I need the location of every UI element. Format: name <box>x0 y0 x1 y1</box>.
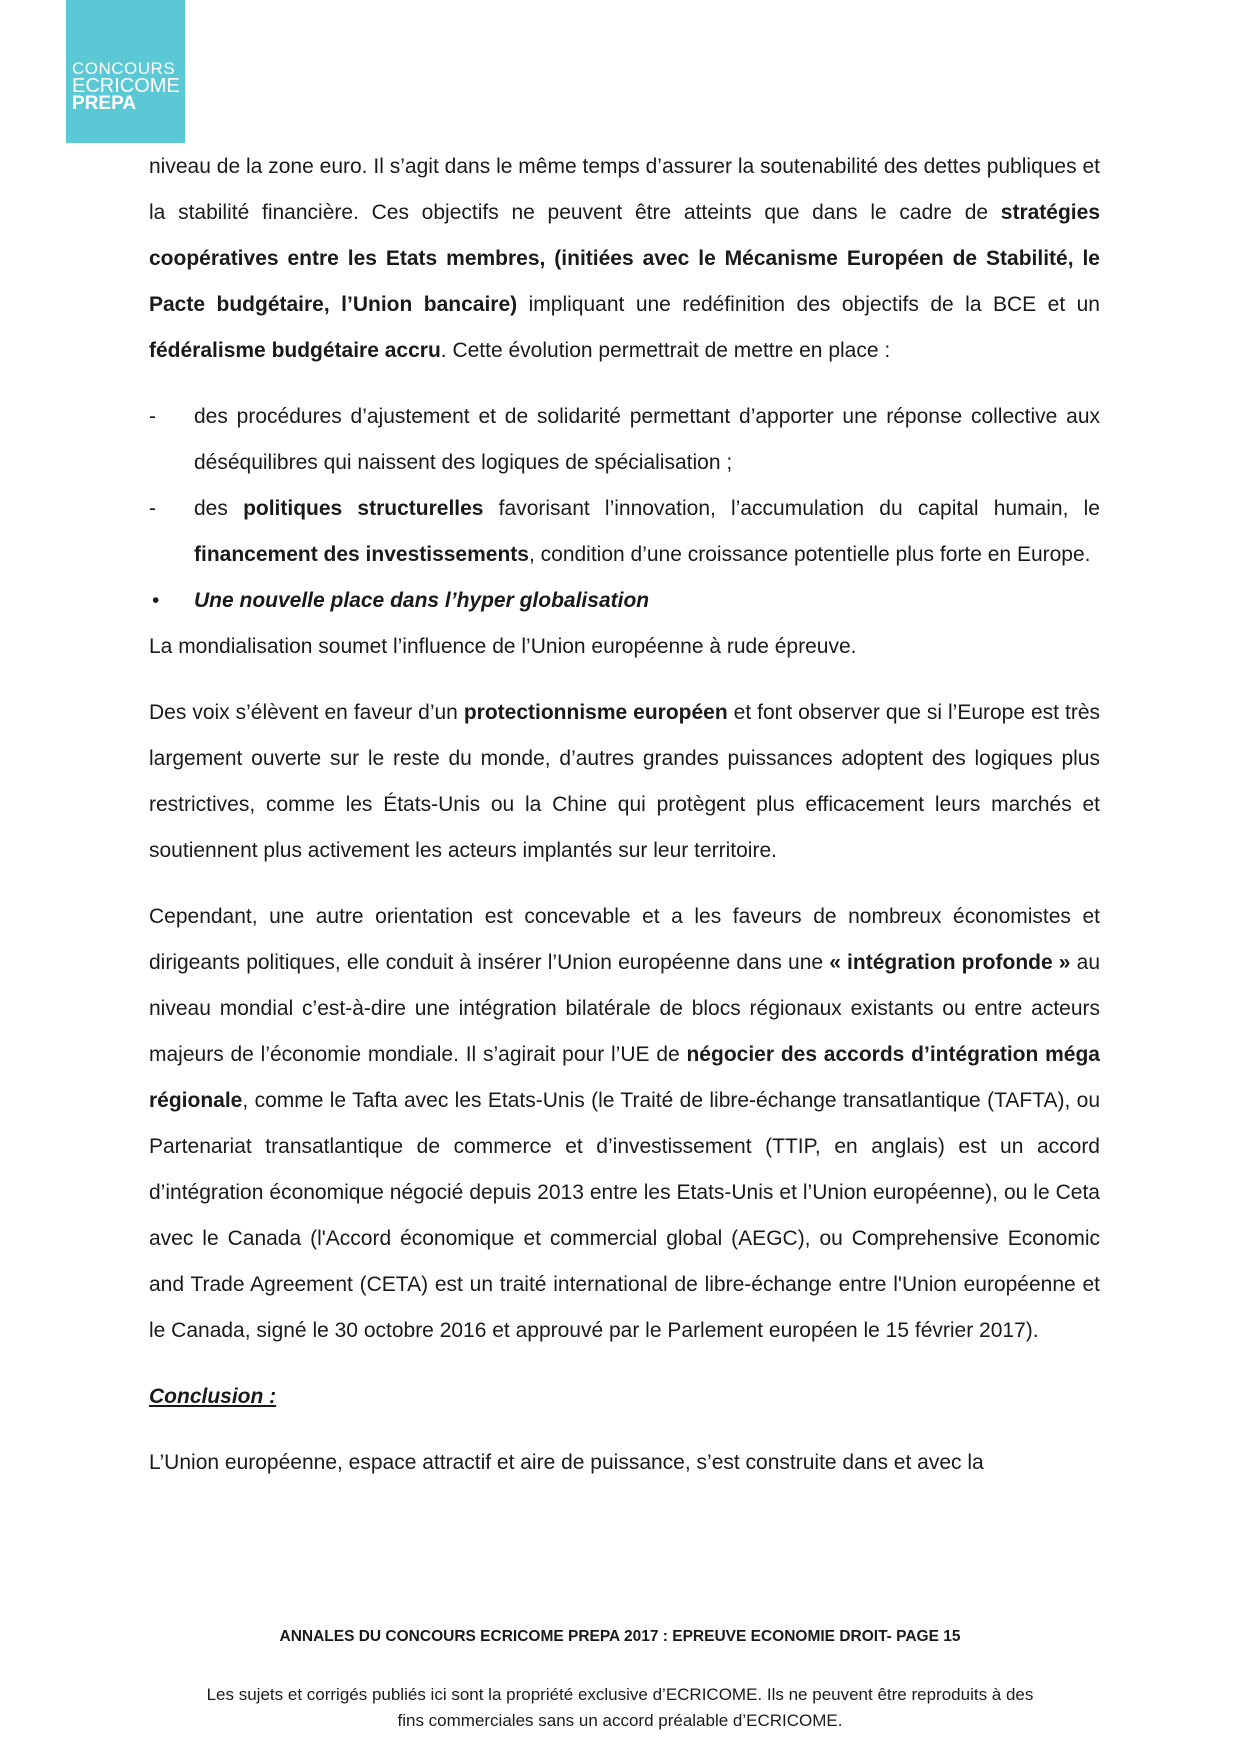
paragraph-protectionnisme <box>149 690 1100 874</box>
paragraph-integration <box>149 894 1100 1354</box>
paragraph-strategies <box>149 144 1100 374</box>
list-item-text <box>194 405 1100 474</box>
text-run: des procédures d’ajustement et de solidarité permettant d’apporter une réponse collective aux déséquilibres qui naissent des logiques de spécialisation ; <box>194 405 1100 474</box>
bold-text: fédéralisme budgétaire accru <box>149 339 441 362</box>
list-dash: - <box>149 497 156 520</box>
bold-text: politiques structurelles <box>243 497 484 520</box>
paragraph-conclusion <box>149 1440 1100 1486</box>
text-run: , condition d’une croissance potentielle plus forte en Europe. <box>528 543 1091 566</box>
list-dash: - <box>149 405 156 428</box>
section-heading-globalisation <box>149 578 1100 624</box>
measures-list <box>149 394 1100 578</box>
text-run: au niveau mondial c’est-à-dire une intégration bilatérale de blocs régionaux existants ou entre acteurs majeurs de l’économie mondiale. Il s’agirait pour l’UE de <box>149 951 1101 1066</box>
text-run: , comme le Tafta avec les Etats-Unis (le Traité de libre-échange transatlantique (TAFTA), ou Partenariat transatlantique de commerce et d’investissement (TTIP, en anglais) est un accord d’intégration économique négocié depuis 2013 entre les Etats-Unis et l’Union européenne), ou le Ceta avec le Canada (l'Accord économique et commercial global (AEGC), ou Comprehensive Economic and Trade Agreement (CETA) est un traité international de libre-échange entre l'Union européenne et le Canada, signé le 30 octobre 2016 et approuvé par le Parlement européen le 15 février 2017). <box>149 1089 1100 1342</box>
paragraph-mondialisation <box>149 624 1100 670</box>
text-run: L’Union européenne, espace attractif et aire de puissance, s’est construite dans et avec la <box>149 1451 984 1474</box>
section-heading-text: Une nouvelle place dans l’hyper globalisation <box>194 589 650 612</box>
text-run: La mondialisation soumet l’influence de l’Union européenne à rude épreuve. <box>149 635 857 658</box>
running-footer-title: ANNALES DU CONCOURS ECRICOME PREPA 2017 : EPREUVE ECONOMIE DROIT- PAGE 15 <box>279 1628 961 1645</box>
text-run: et font observer que si l’Europe est très largement ouverte sur le reste du monde, d’autres grandes puissances adoptent des logiques plus restrictives, comme les États-Unis ou la Chine qui protègent plus efficacement leurs marchés et soutiennent plus activement les acteurs implantés sur leur territoire. <box>149 701 1100 862</box>
bold-text: protectionnisme européen <box>463 701 728 724</box>
bold-text: stratégies coopératives entre les Etats membres, (initiées avec le Mécanisme Européen de Stabilité, le Pacte budgétaire, l’Union bancaire) <box>149 201 1100 316</box>
logo-line-ecricome: ECRICOME <box>72 75 180 97</box>
bullet-dot: • <box>152 589 160 612</box>
logo-line-concours: CONCOURS <box>72 59 176 78</box>
document-body <box>149 144 1100 1486</box>
list-item <box>149 394 1100 486</box>
text-run: Des voix s’élèvent en faveur d’un <box>149 701 464 724</box>
list-item <box>149 486 1100 578</box>
bold-text: « intégration profonde » <box>829 951 1071 974</box>
text-run: impliquant une redéfinition des objectifs de la BCE et un <box>517 293 1100 316</box>
conclusion-heading: Conclusion : <box>149 1385 277 1408</box>
text-run: Cependant, une autre orientation est concevable et a les faveurs de nombreux économistes et dirigeants politiques, elle conduit à insérer l’Union européenne dans une <box>149 905 1100 974</box>
list-item-text <box>194 497 1100 566</box>
text-run: niveau de la zone euro. Il s’agit dans le même temps d’assurer la soutenabilité des dettes publiques et la stabilité financière. Ces objectifs ne peuvent être atteints que dans le cadre de <box>149 155 1100 224</box>
copyright-notice <box>0 1682 1240 1734</box>
text-run: . Cette évolution permettrait de mettre en place : <box>440 339 891 362</box>
copyright-line: fins commerciales sans un accord préalable d’ECRICOME. <box>397 1711 843 1730</box>
bold-text: négocier des accords d’intégration méga régionale <box>149 1043 1100 1112</box>
copyright-line: Les sujets et corrigés publiés ici sont la propriété exclusive d’ECRICOME. Ils ne peuvent être reproduits à des <box>206 1685 1034 1704</box>
logo-line-prepa: PREPA <box>72 93 137 114</box>
bold-text: financement des investissements <box>194 543 529 566</box>
text-run: des <box>194 497 244 520</box>
text-run: favorisant l’innovation, l’accumulation du capital humain, le <box>483 497 1100 520</box>
ecricome-logo <box>66 0 185 143</box>
